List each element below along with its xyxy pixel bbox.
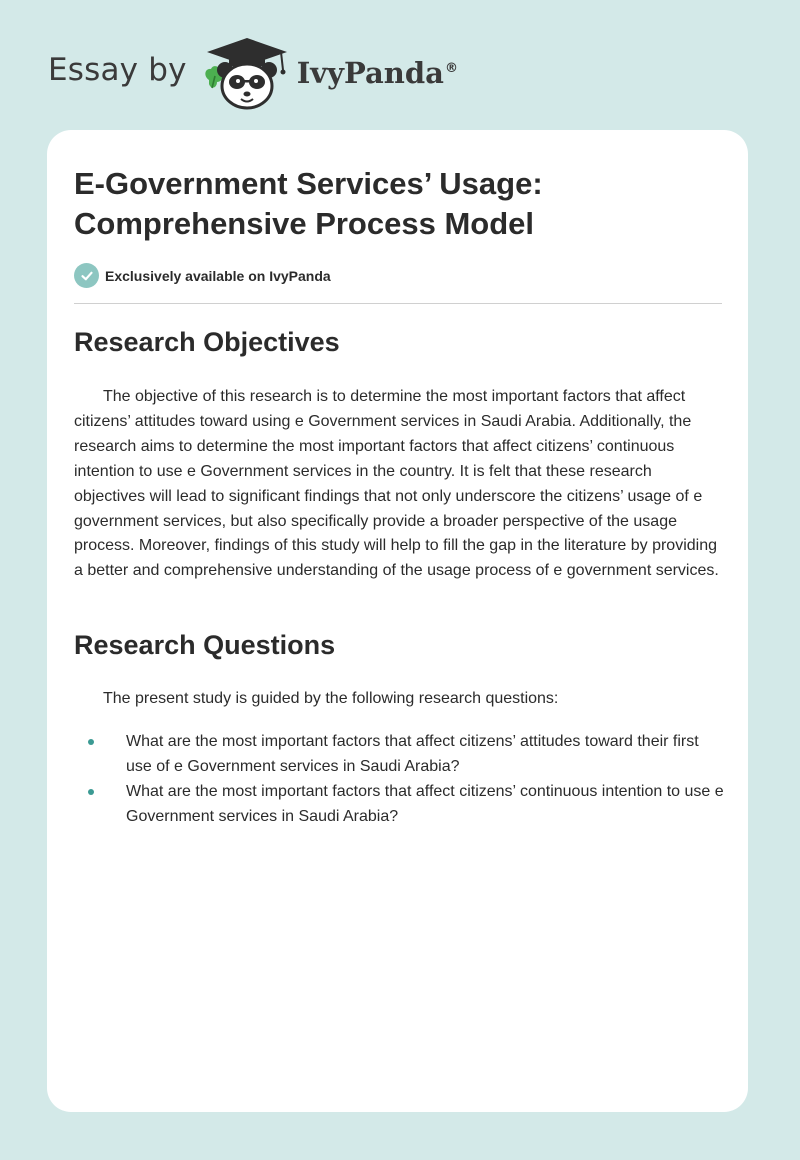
page-title: E-Government Services’ Usage: Comprehensive Process Model xyxy=(74,166,543,241)
bullet-icon xyxy=(88,789,94,795)
list-item xyxy=(74,730,724,780)
section-heading-objectives: Research Objectives xyxy=(74,327,340,357)
brand-header xyxy=(48,34,458,114)
bullet-icon xyxy=(88,739,94,745)
essay-card xyxy=(47,130,748,1112)
divider xyxy=(74,303,722,304)
exclusive-badge-label: Exclusively available on IvyPanda xyxy=(105,267,331,284)
list-item-text: What are the most important factors that affect citizens’ continuous intention to use e Government services in Saudi Arabia? xyxy=(126,782,724,825)
list-item-text: What are the most important factors that affect citizens’ attitudes toward their first use of e Government services in Saudi Arabia? xyxy=(126,733,699,775)
objectives-paragraph: The objective of this research is to determine the most important factors that affect citizens’ attitudes toward using e Government services in Saudi Arabia. Additionally, the research aims to determine the most important factors that affect citizens’ continuous intention to use e Government services in the country. It is felt that these research objectives will lead to significant findings that not only underscore the citizens’ usage of e government services, but also specifically provide a broader perspective of the usage process. Moreover, findings of this study will help to fill the gap in the literature by providing a better and comprehensive understanding of the usage process of e government services. xyxy=(74,388,719,580)
section-heading-questions: Research Questions xyxy=(74,630,336,660)
panda-graduate-icon xyxy=(201,36,293,112)
check-icon xyxy=(74,263,99,288)
brand-name: IvyPanda® xyxy=(296,56,458,90)
registered-mark: ® xyxy=(444,61,458,77)
research-questions-list xyxy=(74,730,724,830)
questions-intro: The present study is guided by the following research questions: xyxy=(103,690,559,707)
exclusive-badge xyxy=(74,263,331,288)
essay-by-label: Essay by xyxy=(48,52,187,88)
list-item xyxy=(74,780,724,830)
